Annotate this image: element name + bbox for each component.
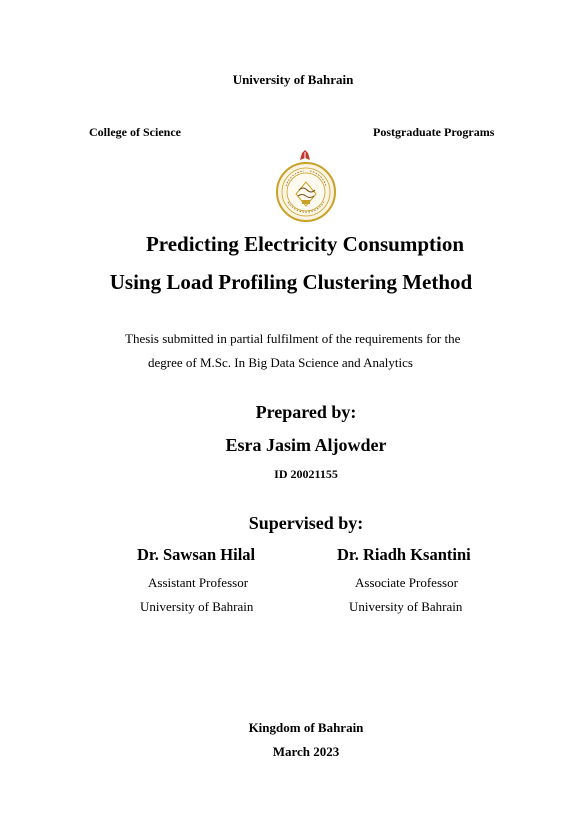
statement-line-2: degree of M.Sc. In Big Data Science and Analytics (148, 355, 413, 370)
statement-line-1: Thesis submitted in partial fulfilment of the requirements for the (125, 331, 461, 346)
country: Kingdom of Bahrain (248, 720, 364, 735)
supervisor-2-name: Dr. Riadh Ksantini (337, 545, 471, 564)
college-name: College of Science (89, 125, 181, 139)
prepared-heading: Prepared by: (255, 402, 357, 422)
university-seal-icon (274, 150, 338, 222)
supervised-heading: Supervised by: (248, 513, 364, 533)
supervisor-2-rank: Associate Professor (355, 575, 458, 590)
supervisor-1-name: Dr. Sawsan Hilal (137, 545, 256, 564)
supervisor-2-affiliation: University of Bahrain (349, 599, 463, 614)
supervisor-1-rank: Assistant Professor (148, 575, 249, 590)
thesis-title-line-2: Using Load Profiling Clustering Method (109, 270, 473, 294)
programs-name: Postgraduate Programs (373, 125, 495, 139)
submission-date: March 2023 (272, 744, 340, 759)
thesis-title-line-1: Predicting Electricity Consumption (145, 232, 465, 256)
university-name: University of Bahrain (232, 72, 354, 87)
author-id: ID 20021155 (274, 467, 338, 481)
supervisor-1-affiliation: University of Bahrain (140, 599, 254, 614)
author-name: Esra Jasim Aljowder (225, 435, 387, 455)
